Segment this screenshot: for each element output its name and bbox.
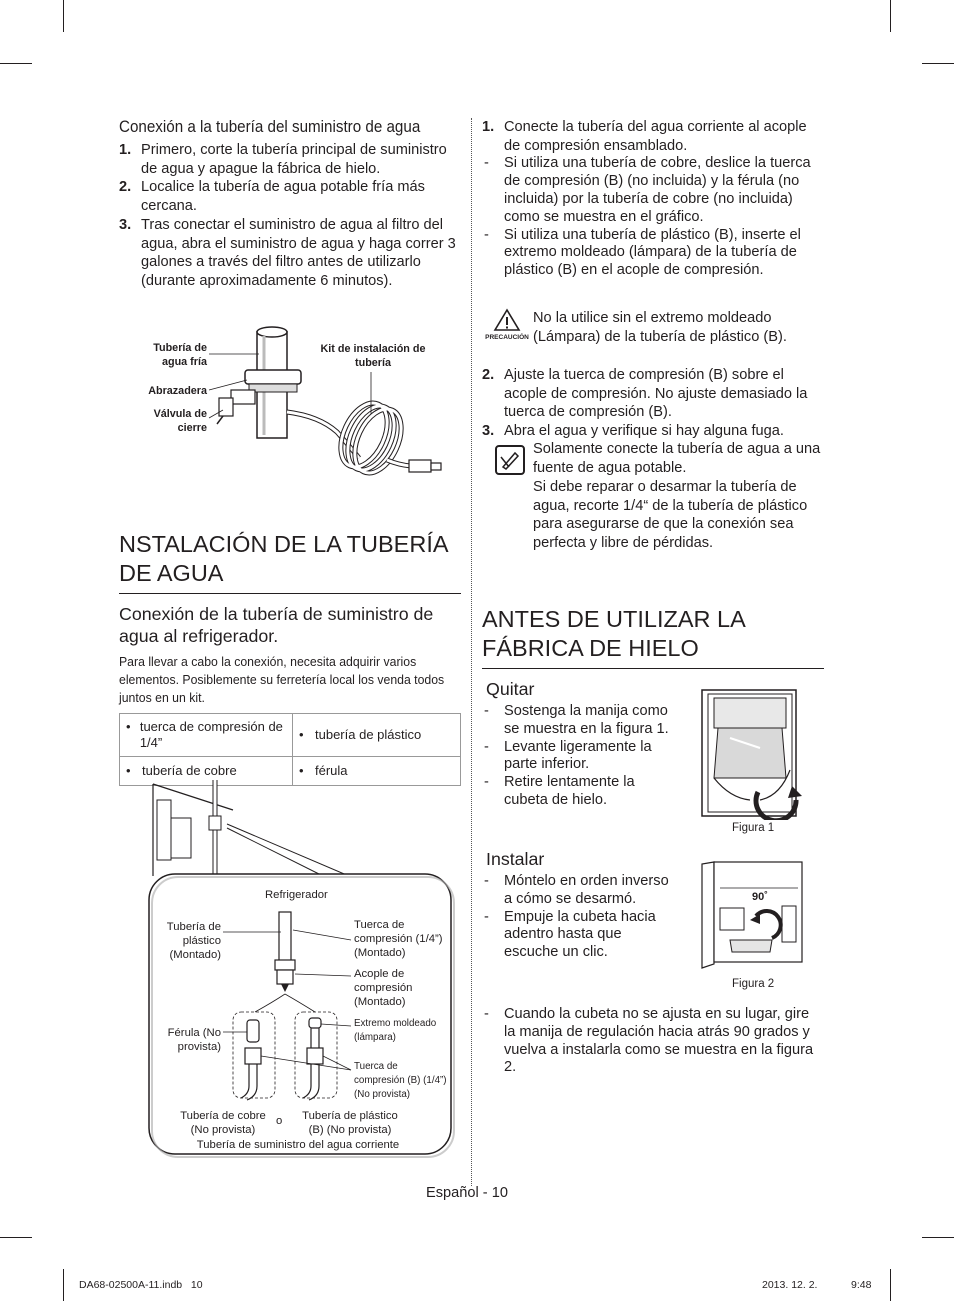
label-nut-b: Tuerca de compresión (B) (1/4”) (No provista): [354, 1061, 447, 1100]
install-subtitle: Conexión de la tubería de suministro de agua al refrigerador.: [119, 604, 434, 646]
label-supply: Tubería de suministro del agua corriente: [196, 1139, 400, 1151]
file-name: DA68-02500A-11.indb 10: [79, 1279, 203, 1291]
list-item: - Empuje la cubeta hacia adentro hasta que escuche un clic.: [484, 908, 656, 961]
right-column: [482, 118, 824, 280]
label-plastic-b: Tubería de plástico (B) (No provista): [302, 1110, 398, 1136]
warning-triangle-icon: [482, 308, 532, 334]
left-column: [119, 118, 461, 291]
print-date: 2013. 12. 2.: [762, 1279, 818, 1291]
label-copper: Tubería de cobre (No provista): [180, 1110, 266, 1136]
install-steps: [482, 873, 672, 962]
crop-mark: [890, 0, 891, 32]
ice-bucket-remove-illustration: [700, 688, 806, 820]
figure-1-caption: Figura 1: [732, 822, 775, 834]
list-item: - Retire lentamente la cubeta de hielo.: [484, 774, 635, 808]
crop-mark: [0, 63, 32, 64]
crop-mark: [922, 1237, 954, 1238]
install-block: [482, 848, 682, 962]
label-or: o: [276, 1115, 283, 1127]
connection-steps: [482, 118, 824, 155]
ice-bucket-install-illustration: [700, 860, 806, 970]
label-ferrule: Férula (No provista): [167, 1027, 221, 1053]
crop-mark: [890, 1269, 891, 1301]
ice-title: ANTES DE UTILIZAR LA FÁBRICA DE HIELO: [482, 605, 824, 669]
column-divider: [471, 118, 472, 1186]
list-item: 1. Conecte la tubería del agua corriente al acople de compresión ensamblado.: [482, 119, 807, 154]
pipe-figure: [119, 320, 461, 500]
list-item: - Sostenga la manija como se muestra en la figura 1.: [484, 703, 669, 737]
list-item: - Levante ligeramente la parte inferior.: [484, 738, 652, 773]
water-supply-heading: Conexión a la tubería del suministro de agua: [119, 118, 421, 136]
install-intro: Para llevar a cabo la conexión, necesita adquirir varios elementos. Posiblemente su ferretería local los venda todos juntos en un kit.: [119, 654, 445, 705]
label-fridge: Refrigerador: [265, 889, 328, 901]
water-supply-steps: [119, 141, 461, 291]
note-text-1: Solamente conecte la tubería de agua a una fuente de agua potable.: [533, 441, 821, 476]
install-heading: Instalar: [486, 849, 545, 869]
remove-heading: Quitar: [486, 679, 535, 699]
table-cell: • tuerca de compresión de 1/4”: [120, 714, 293, 757]
steps-b: [482, 366, 824, 441]
fridge-connection-figure: [143, 780, 455, 1160]
label-coupling: Acople de compresión (Montado): [354, 968, 413, 1008]
install-title: NSTALACIÓN DE LA TUBERÍA DE AGUA: [119, 530, 461, 594]
label-molded-end: Extremo moldeado (lámpara): [354, 1018, 437, 1043]
figure-2-caption: Figura 2: [732, 978, 775, 990]
caution-label: PRECAUCIÓN: [485, 334, 529, 341]
remove-block: [482, 678, 682, 810]
remove-steps: [482, 703, 670, 810]
list-item: 2. Localice la tubería de agua potable fría más cercana.: [119, 179, 425, 215]
list-item: 3. Tras conectar el suministro de agua al filtro del agua, abra el suministro de agua y haga correr 3 galones a través del filtro antes de utilizarlo (durante aproximadamente 6 minutos).: [119, 216, 456, 289]
crop-mark: [63, 0, 64, 32]
crop-mark: [922, 63, 954, 64]
label-clamp: Abrazadera: [148, 385, 207, 397]
label-plastic-mounted: Tubería de plástico (Montado): [166, 921, 221, 961]
connection-substeps: [482, 155, 824, 280]
table-cell: • tubería de cobre: [120, 757, 293, 786]
pencil-icon: [497, 447, 523, 473]
table-cell: • tubería de plástico: [293, 714, 461, 757]
caution-text: No la utilice sin el extremo moldeado (Lámpara) de la tubería de plástico (B).: [533, 310, 787, 345]
list-item: - Cuando la cubeta no se ajusta en su lugar, gire la manija de regulación hacia atrás 90 grados y vuelva a instalarla como se muestra en la figura 2.: [484, 1006, 814, 1076]
label-kit: Kit de instalación de tubería: [320, 343, 426, 369]
figure-2: [700, 860, 806, 990]
parts-table: [119, 713, 461, 786]
crop-mark: [63, 1269, 64, 1301]
ice-section: [482, 605, 824, 669]
extra-step-block: [482, 1006, 824, 1077]
list-item: 1. Primero, corte la tubería principal de suministro de agua y apague la fábrica de hielo.: [119, 142, 447, 177]
table-cell: • férula: [293, 757, 461, 786]
caution-icon: [482, 308, 532, 348]
list-item: - Si utiliza una tubería de cobre, deslice la tuerca de compresión (B) (no incluida) y la férula (no incluida) por la tubería de cobre (no incluida) como se muestra en el gráfico.: [484, 155, 811, 225]
table-row: [120, 714, 461, 757]
install-section: [119, 530, 461, 786]
crop-mark: [0, 1237, 32, 1238]
label-cold-pipe: Tubería de agua fría: [153, 342, 207, 368]
steps-b-list: [482, 366, 824, 441]
label-nut-mounted: Tuerca de compresión (1/4”) (Montado): [354, 919, 443, 959]
note-icon: [495, 445, 525, 475]
note-text-2: Si debe reparar o desarmar la tubería de agua, recorte 1/4“ de la tubería de plástico para asegurarse de que la conexión sea perfecta y libre de pérdidas.: [533, 479, 808, 552]
list-item: - Móntelo en orden inverso a cómo se desarmó.: [484, 873, 669, 907]
print-time: 9:48: [851, 1279, 872, 1291]
page-number: Español - 10: [426, 1185, 508, 1201]
figure-2-angle: 90˚: [752, 891, 768, 903]
list-item: 2. Ajuste la tuerca de compresión (B) sobre el acople de compresión. No ajuste demasiado la tuerca de compresión (B).: [482, 367, 808, 421]
extra-step: [482, 1006, 824, 1077]
figure-1: [700, 688, 806, 834]
label-valve: Válvula de cierre: [153, 408, 207, 434]
list-item: - Si utiliza una tubería de plástico (B), inserte el extremo moldeado (lámpara) de la tubería de plástico (B) en el acople de compresión.: [484, 226, 801, 279]
list-item: 3. Abra el agua y verifique si hay alguna fuga.: [482, 423, 784, 440]
